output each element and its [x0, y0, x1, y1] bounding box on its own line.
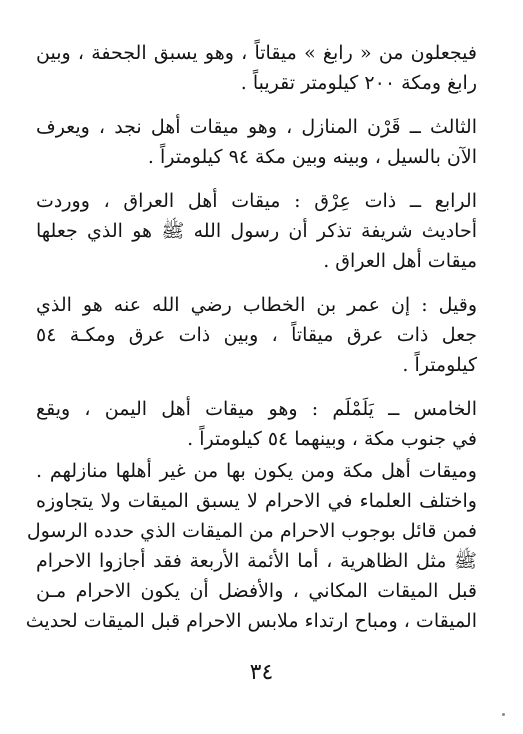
text-line: في جنوب مكة ، وبينهما ٥٤ كيلومتراً .	[187, 428, 477, 450]
text-line: الميقات ، ومباح ارتداء ملابس الاحرام قبل الميقات لحديث	[25, 610, 477, 632]
text-line: ميقات أهل العراق .	[323, 250, 477, 272]
paragraph	[25, 456, 477, 636]
text-line: فيجعلون من « رابغ » ميقاتاً ، وهو يسبق الجحفة ، وبين	[36, 42, 477, 64]
text-line: الرابع ــ ذات عِرْق : ميقات أهل العراق ، ووردت	[36, 190, 477, 212]
paragraph	[36, 112, 477, 172]
paragraph	[36, 186, 477, 276]
paragraph-gap	[36, 172, 477, 186]
text-line: فمن قائل بوجوب الاحرام من الميقات الذي حدده الرسول	[26, 520, 477, 542]
text-line: الخامس ــ يَلَمْلَم : وهو ميقات أهل اليمن ، ويقع	[36, 398, 477, 420]
text-line: رابغ ومكة ٢٠٠ كيلومتر تقريباً .	[240, 72, 477, 94]
paragraph-gap	[36, 98, 477, 112]
page-number: ٣٤	[249, 660, 274, 685]
text-line: ﷺ مثل الظاهرية ، أما الأئمة الأربعة فقد أجازوا الاحرام	[36, 550, 477, 572]
text-line: واختلف العلماء في الاحرام لا يسبق الميقات ولا يتجاوزه	[36, 490, 477, 512]
text-line: وقيل : إن عمر بن الخطاب رضي الله عنه هو الذي	[36, 294, 477, 316]
text-line: قبل الميقات المكاني ، والأفضل أن يكون الاحرام مـن	[36, 580, 477, 602]
page-body-text	[25, 38, 477, 636]
paragraph-gap	[36, 276, 477, 290]
text-line: وميقات أهل مكة ومن يكون بها من غير أهلها منازلهم .	[36, 460, 477, 482]
text-line: جعل ذات عرق ميقاتاً ، وبين ذات عرق ومكـة ٥٤	[36, 324, 477, 346]
paragraph	[36, 394, 477, 454]
corner-dot	[502, 713, 505, 716]
paragraph	[36, 38, 477, 98]
paragraph	[36, 290, 477, 380]
text-line: الآن بالسيل ، وبينه وبين مكة ٩٤ كيلومتراً .	[147, 146, 477, 168]
paragraph-gap	[36, 380, 477, 394]
text-line: أحاديث شريفة تذكر أن رسول الله ﷺ هو الذي جعلها	[36, 220, 477, 242]
text-line: الثالث ــ قَرْن المنازل ، وهو ميقات أهل نجد ، ويعرف	[36, 116, 477, 138]
text-line: كيلومتراً .	[402, 354, 477, 376]
